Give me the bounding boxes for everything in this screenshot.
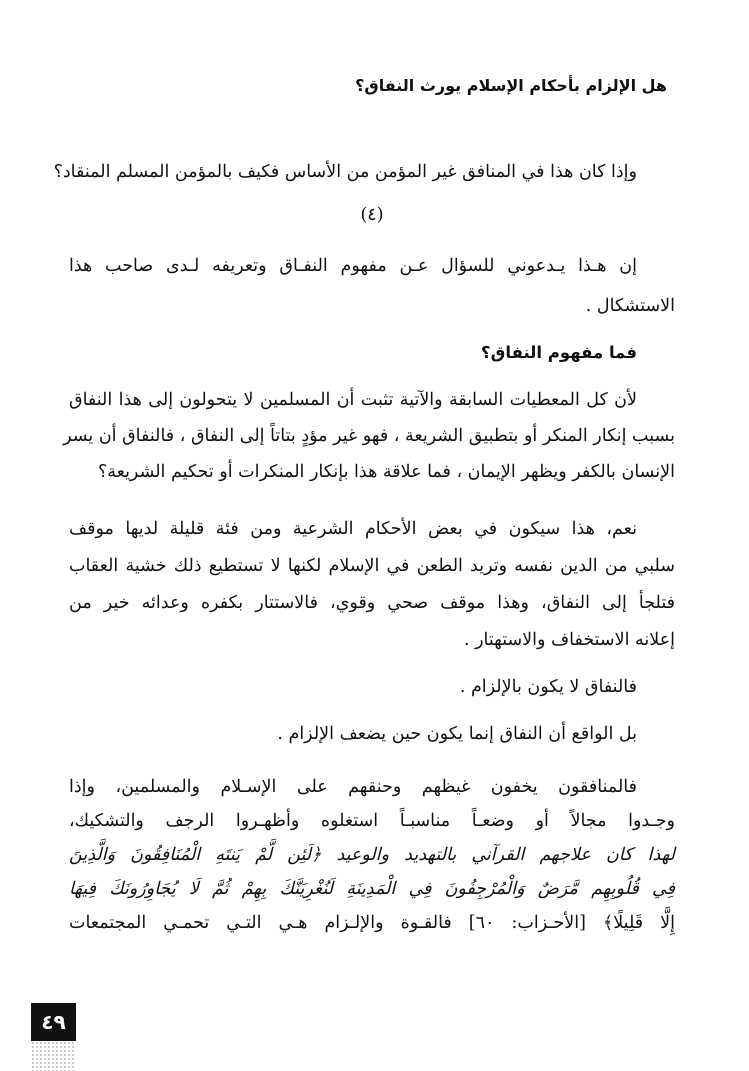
paragraph-6 (69, 770, 675, 940)
quran-verse-line: فِي قُلُوبِهِم مَّرَضٌ وَالْمُرْجِفُونَ فِي الْمَدِينَةِ لَنُغْرِيَنَّكَ بِهِمْ ثُمَّ لَا يُجَاوِرُونَكَ فِيهَا (69, 879, 675, 899)
text-line: إعلانه الاستخفاف والاستهتار . (463, 630, 675, 650)
text-line: سلبي من الدين نفسه وتريد الطعن في الإسلام لكنها لا تستطيع ذلك خشية العقاب (69, 556, 675, 576)
text-line: الإنسان بالكفر ويظهر الإيمان ، فما علاقة هذا بإنكار المنكرات أو تحكيم الشريعة؟ (97, 462, 675, 482)
paragraph-1 (69, 252, 675, 320)
text-line: فتلجأ إلى النفاق، وهذا موقف صحي وقوي، فالاستتار بكفره وعدائه خير من (69, 593, 675, 613)
text-line: فالنفاق لا يكون بالإلزام . (459, 677, 637, 697)
quran-verse-line: لهذا كان علاجهم القرآني بالتهديد والوعيد ﴿لَئِن لَّمْ يَنتَهِ الْمُنَافِقُونَ وَالَّذِينَ (69, 845, 675, 865)
text-line: لأن كل المعطيات السابقة والآتية تثبت أن المسلمين لا يتحولون إلى هذا النفاق (69, 390, 637, 410)
text-line: فالمنافقون يخفون غيظهم وحنقهم على الإسـلام والمسلمين، وإذا (69, 777, 637, 797)
subheading-text: فما مفهوم النفاق؟ (481, 343, 637, 362)
paragraph-5 (69, 720, 675, 748)
text-line: وجـدوا مجالاً أو وضعـاً مناسبـاً استغلوه وأظهـروا الرجف والتشكيك، (69, 811, 675, 831)
text-line: وإذا كان هذا في المنافق غير المؤمن من الأساس فكيف بالمؤمن المسلم المنقاد؟ (53, 162, 637, 182)
scan-noise (31, 1041, 76, 1071)
running-head: هل الإلزام بأحكام الإسلام يورث النفاق؟ (355, 76, 667, 95)
text-line: إِلَّا قَلِيلًا﴾ [الأحـزاب: ٦٠] فالقـوة والإلـزام هـي التـي تحمـي المجتمعات (69, 913, 675, 933)
text-line: إن هـذا يـدعوني للسؤال عـن مفهوم النفـاق وتعريفه لـدى صاحب هذا (69, 256, 637, 276)
subheading (69, 339, 675, 367)
section-number (69, 201, 675, 229)
text-line: الاستشكال . (585, 296, 675, 316)
question-line (53, 158, 675, 186)
text-line: بل الواقع أن النفاق إنما يكون حين يضعف الإلزام . (277, 724, 637, 744)
paragraph-2 (63, 382, 675, 490)
text-line: بسبب إنكار المنكر أو بتطبيق الشريعة ، فهو غير مؤدٍ بتاتاً إلى النفاق ، فالنفاق أن يسر (63, 426, 675, 446)
page-number (31, 1003, 76, 1041)
paragraph-4 (69, 673, 675, 701)
section-number-label: (٤) (360, 205, 384, 225)
paragraph-3 (69, 511, 675, 659)
page-number-label: ٤٩ (41, 1010, 66, 1034)
text-line: نعم، هذا سيكون في بعض الأحكام الشرعية ومن فئة قليلة لديها موقف (69, 519, 637, 539)
